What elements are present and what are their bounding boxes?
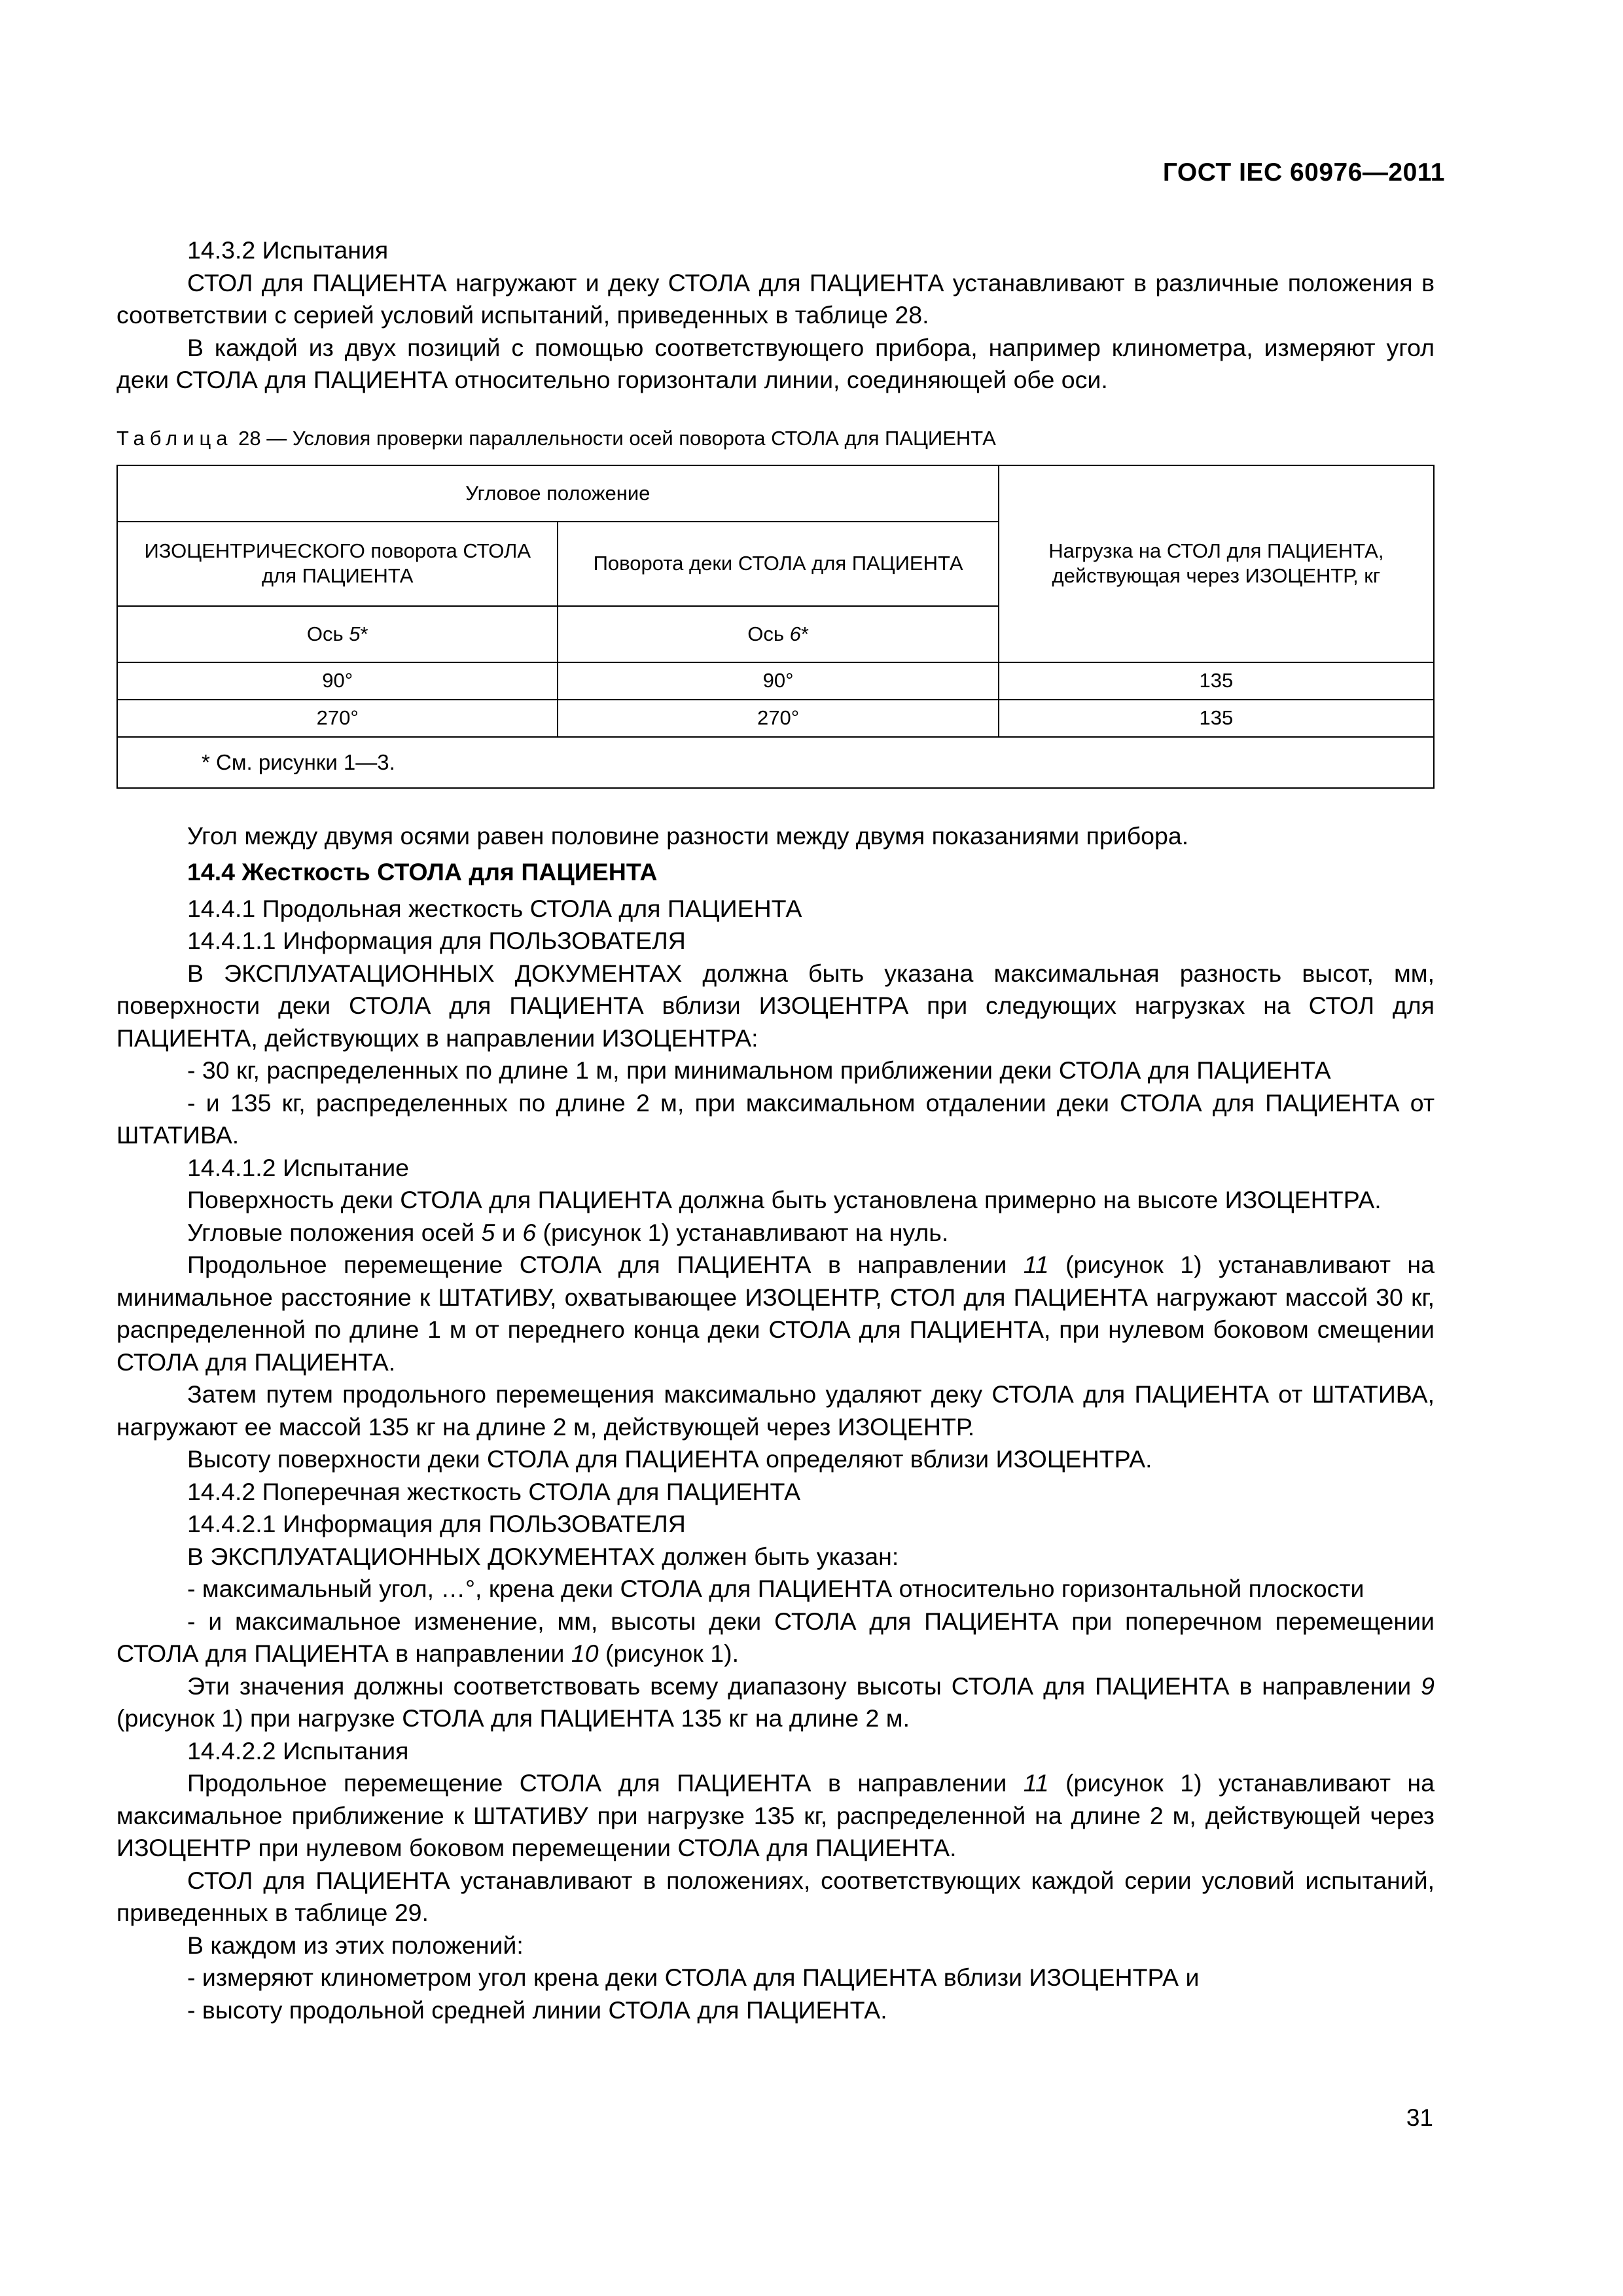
paragraph: Угол между двумя осями равен половине разности между двумя показаниями прибора. xyxy=(187,821,1189,850)
document-code-header: ГОСТ IEC 60976—2011 xyxy=(1162,158,1445,187)
paragraph: В ЭКСПЛУАТАЦИОННЫХ ДОКУМЕНТАХ должна быть указана максимальная разность высот, мм, поверхности деки СТОЛА для ПАЦИЕНТА вблизи ИЗОЦЕНТРА при следующих нагрузках на СТОЛ для ПАЦИЕНТА, действующих в направлении ИЗОЦЕНТРА: xyxy=(116,959,1435,1052)
axis-number: 6 xyxy=(789,622,801,645)
paragraph: СТОЛ для ПАЦИЕНТА нагружают и деку СТОЛА для ПАЦИЕНТА устанавливают в различные положения в соответствии с серией условий испытаний, приведенных в таблице 28. xyxy=(116,268,1435,329)
text-run: (рисунок 1) устанавливают на минимальное расстояние к ШТАТИВУ, охватывающее ИЗОЦЕНТР, СТОЛ для ПАЦИЕНТА нагружают массой 30 кг, распределенной по длине 1 м от переднего конца деки СТОЛА для ПАЦИЕНТА, при нулевом боковом смещении СТОЛА для ПАЦИЕНТА. xyxy=(116,1251,1435,1376)
table-footnote: * См. рисунки 1—3. xyxy=(117,737,1434,788)
text-run: (рисунок 1) устанавливают на нуль. xyxy=(536,1218,949,1246)
list-item: - 30 кг, распределенных по длине 1 м, при минимальном приближении деки СТОЛА для ПАЦИЕНТА xyxy=(187,1056,1331,1084)
text-run: Продольное перемещение СТОЛА для ПАЦИЕНТА в направлении xyxy=(187,1251,1024,1278)
list-item: - высоту продольной средней линии СТОЛА для ПАЦИЕНТА. xyxy=(187,1996,887,2024)
axis-word: Ось xyxy=(306,622,344,645)
table-col3-header: Нагрузка на СТОЛ для ПАЦИЕНТА, действующая через ИЗОЦЕНТР, кг xyxy=(999,465,1434,662)
paragraph: В ЭКСПЛУАТАЦИОННЫХ ДОКУМЕНТАХ должен быть указан: xyxy=(187,1542,899,1570)
table-cell: 270° xyxy=(117,700,558,737)
direction-ref: 9 xyxy=(1421,1672,1435,1700)
axis-word: Ось xyxy=(747,622,784,645)
list-item: - измеряют клинометром угол крена деки СТОЛА для ПАЦИЕНТА вблизи ИЗОЦЕНТРА и xyxy=(187,1964,1200,1991)
text-run: Эти значения должны соответствовать всему диапазону высоты СТОЛА для ПАЦИЕНТА в направлении xyxy=(187,1672,1421,1700)
table-col1-header: ИЗОЦЕНТРИЧЕСКОГО поворота СТОЛА для ПАЦИЕНТА xyxy=(117,522,558,606)
paragraph xyxy=(116,1217,1435,1249)
axis-ref: 6 xyxy=(522,1218,537,1246)
text-run: (рисунок 1) устанавливают на максимальное приближение к ШТАТИВУ при нагрузке 135 кг, распределенной на длине 2 м, действующей через ИЗОЦЕНТР при нулевом боковом перемещении СТОЛА для ПАЦИЕНТА. xyxy=(116,1769,1435,1861)
page-number: 31 xyxy=(1406,2104,1433,2131)
clause-title: 14.4.2.2 Испытания xyxy=(187,1736,409,1765)
clause-title: 14.4.1.2 Испытание xyxy=(187,1153,410,1181)
paragraph xyxy=(116,1670,1435,1735)
page-body xyxy=(116,234,1435,2026)
paragraph xyxy=(116,1249,1435,1378)
paragraph: Высоту поверхности деки СТОЛА для ПАЦИЕНТА определяют вблизи ИЗОЦЕНТРА. xyxy=(187,1445,1152,1473)
table-28 xyxy=(116,465,1435,789)
table-row xyxy=(117,662,1434,700)
clause-title: 14.4.1.1 Информация для ПОЛЬЗОВАТЕЛЯ xyxy=(187,927,686,954)
list-item: - и 135 кг, распределенных по длине 2 м, при максимальном отдалении деки СТОЛА для ПАЦИЕНТА от ШТАТИВА. xyxy=(116,1088,1435,1149)
axis-mark: * xyxy=(800,622,809,645)
text-run: - и максимальное изменение, мм, высоты деки СТОЛА для ПАЦИЕНТА при поперечном перемещении СТОЛА для ПАЦИЕНТА в направлении xyxy=(116,1607,1435,1667)
clause-title: 14.4.2 Поперечная жесткость СТОЛА для ПАЦИЕНТА xyxy=(187,1477,801,1505)
direction-ref: 11 xyxy=(1023,1251,1049,1278)
paragraph: В каждой из двух позиций с помощью соответствующего прибора, например клинометра, измеряют угол деки СТОЛА для ПАЦИЕНТА относительно горизонтали линии, соединяющей обе оси. xyxy=(116,333,1435,393)
paragraph xyxy=(116,1767,1435,1865)
table-row xyxy=(117,700,1434,737)
paragraph: СТОЛ для ПАЦИЕНТА устанавливают в положениях, соответствующих каждой серии условий испытаний, приведенных в таблице 29. xyxy=(116,1866,1435,1926)
list-item xyxy=(116,1605,1435,1670)
text-run: Угловые положения осей xyxy=(187,1218,482,1246)
table-caption xyxy=(116,425,1435,452)
table-cell: 135 xyxy=(999,700,1434,737)
table-caption-text: 28 — Условия проверки параллельности осей поворота СТОЛА для ПАЦИЕНТА xyxy=(232,426,996,450)
clause-14-3-2-title: 14.3.2 Испытания xyxy=(187,236,389,264)
paragraph: В каждом из этих положений: xyxy=(187,1931,524,1959)
table-cell: 90° xyxy=(558,662,998,700)
text-run: Продольное перемещение СТОЛА для ПАЦИЕНТА в направлении xyxy=(187,1769,1024,1797)
table-caption-word: Таблица xyxy=(116,426,233,450)
axis-number: 5 xyxy=(349,622,361,645)
table-cell: 135 xyxy=(999,662,1434,700)
section-14-4-heading: 14.4 Жесткость СТОЛА для ПАЦИЕНТА xyxy=(187,858,658,886)
paragraph: Затем путем продольного перемещения максимально удаляют деку СТОЛА для ПАЦИЕНТА от ШТАТИВА, нагружают ее массой 135 кг на длине 2 м, действующей через ИЗОЦЕНТР. xyxy=(116,1380,1435,1441)
table-group-header: Угловое положение xyxy=(117,465,999,522)
list-item: - максимальный угол, …°, крена деки СТОЛА для ПАЦИЕНТА относительно горизонтальной плоскости xyxy=(187,1575,1364,1602)
table-col2-header: Поворота деки СТОЛА для ПАЦИЕНТА xyxy=(558,522,998,606)
paragraph: Поверхность деки СТОЛА для ПАЦИЕНТА должна быть установлена примерно на высоте ИЗОЦЕНТРА. xyxy=(187,1186,1382,1213)
direction-ref: 10 xyxy=(571,1640,599,1667)
table-axis1-header xyxy=(117,606,558,662)
clause-title: 14.4.1 Продольная жесткость СТОЛА для ПАЦИЕНТА xyxy=(187,894,802,922)
text-run: (рисунок 1). xyxy=(598,1640,740,1667)
table-cell: 270° xyxy=(558,700,998,737)
axis-mark: * xyxy=(360,622,368,645)
axis-ref: 5 xyxy=(481,1218,495,1246)
direction-ref: 11 xyxy=(1023,1769,1049,1797)
table-cell: 90° xyxy=(117,662,558,700)
table-axis2-header xyxy=(558,606,998,662)
text-run: (рисунок 1) при нагрузке СТОЛА для ПАЦИЕНТА 135 кг на длине 2 м. xyxy=(116,1704,910,1732)
clause-title: 14.4.2.1 Информация для ПОЛЬЗОВАТЕЛЯ xyxy=(187,1510,686,1537)
text-run: и xyxy=(495,1218,523,1246)
